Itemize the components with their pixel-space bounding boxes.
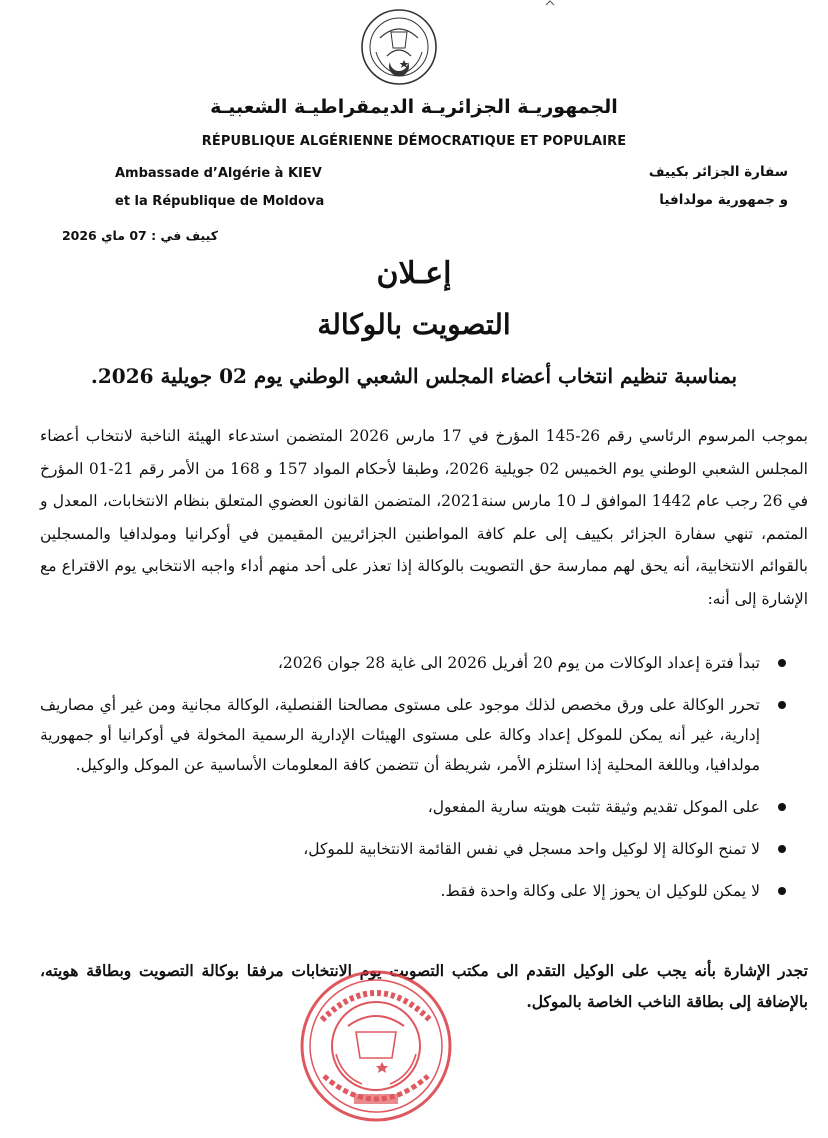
corner-mark <box>545 0 555 6</box>
republic-title-arabic: الجمهوريـة الجزائريـة الديمقراطيـة الشعبيـة <box>210 96 618 118</box>
bullet-icon <box>778 845 786 853</box>
list-item-text: لا تمنح الوكالة إلا لوكيل واحد مسجل في نفس القائمة الانتخابية للموكل، <box>303 840 760 858</box>
list-item <box>40 648 760 678</box>
occasion-heading: بمناسبة تنظيم انتخاب أعضاء المجلس الشعبي الوطني يوم 02 جويلية 2026. <box>90 364 738 388</box>
document-date: كييف في : 07 ماي 2026 <box>61 228 218 243</box>
conditions-list <box>40 648 760 918</box>
list-item-text: تحرر الوكالة على ورق مخصص لذلك موجود على مستوى مصالحنا القنصلية، الوكالة مجانية ومن غير أي مصاريف إدارية، غير أنه يمكن للموكل إعداد وكالة على مستوى الهيئات الإدارية الرسمية المخولة في أوكرانيا أو جمهورية مولدافيا، وباللغة المحلية إذا استلزم الأمر، شريطة أن تتضمن كافة المعلومات الأساسية عن الموكل والوكيل. <box>40 696 760 774</box>
subject-heading: التصويت بالوكالة <box>317 308 511 341</box>
national-emblem-icon <box>360 8 438 86</box>
list-item <box>40 690 760 780</box>
embassy-name-arabic <box>568 158 788 214</box>
announcement-heading: إعـلان <box>376 256 452 291</box>
embassy-ar-line-2: و جمهورية مولدافيا <box>659 192 788 208</box>
embassy-ar-line-1: سفارة الجزائر بكييف <box>648 164 788 180</box>
republic-title-french: RÉPUBLIQUE ALGÉRIENNE DÉMOCRATIQUE ET POPULAIRE <box>201 134 627 149</box>
embassy-name-french <box>115 160 375 216</box>
body-paragraph: بموجب المرسوم الرئاسي رقم 26-145 المؤرخ في 17 مارس 2026 المتضمن استدعاء الهيئة الناخبة لانتخاب أعضاء المجلس الشعبي الوطني يوم الخميس 02 جويلية 2026، وطبقا لأحكام المواد 157 و 168 من الأمر رقم 21-01 المؤرخ في 26 رجب عام 1442 الموافق لـ 10 مارس سنة2021، المتضمن القانون العضوي المتعلق بنظام الانتخابات، المعدل و المتمم، تنهي سفارة الجزائر بكييف إلى علم كافة المواطنين الجزائريين المقيمين في أوكرانيا ومولدافيا والمسجلين بالقوائم الانتخابية، أنه يحق لهم ممارسة حق التصويت بالوكالة إذا تعذر على أحد منهم أداء واجبه الانتخابي يوم الاقتراع مع الإشارة إلى أنه: <box>40 427 809 608</box>
list-item-text: على الموكل تقديم وثيقة تثبت هويته سارية المفعول، <box>427 798 760 816</box>
list-item-text: لا يمكن للوكيل ان يحوز إلا على وكالة واحدة فقط. <box>440 882 760 900</box>
bullet-icon <box>778 659 786 667</box>
embassy-stamp-icon <box>296 966 456 1124</box>
list-item <box>40 876 760 906</box>
embassy-fr-line-1: Ambassade d’Algérie à KIEV <box>115 166 322 181</box>
bullet-icon <box>778 803 786 811</box>
list-item <box>40 834 760 864</box>
closing-note: تجدر الإشارة بأنه يجب على الوكيل التقدم الى مكتب التصويت يوم الانتخابات مرفقا بوكالة التصويت وبطاقة هويته، بالإضافة إلى بطاقة الناخب الخاصة بالموكل. <box>40 961 808 1011</box>
list-item-text: تبدأ فترة إعداد الوكالات من يوم 20 أفريل 2026 الى غاية 28 جوان 2026، <box>277 654 760 672</box>
embassy-fr-line-2: et la République de Moldova <box>115 194 325 209</box>
bullet-icon <box>778 701 786 709</box>
list-item <box>40 792 760 822</box>
bullet-icon <box>778 887 786 895</box>
